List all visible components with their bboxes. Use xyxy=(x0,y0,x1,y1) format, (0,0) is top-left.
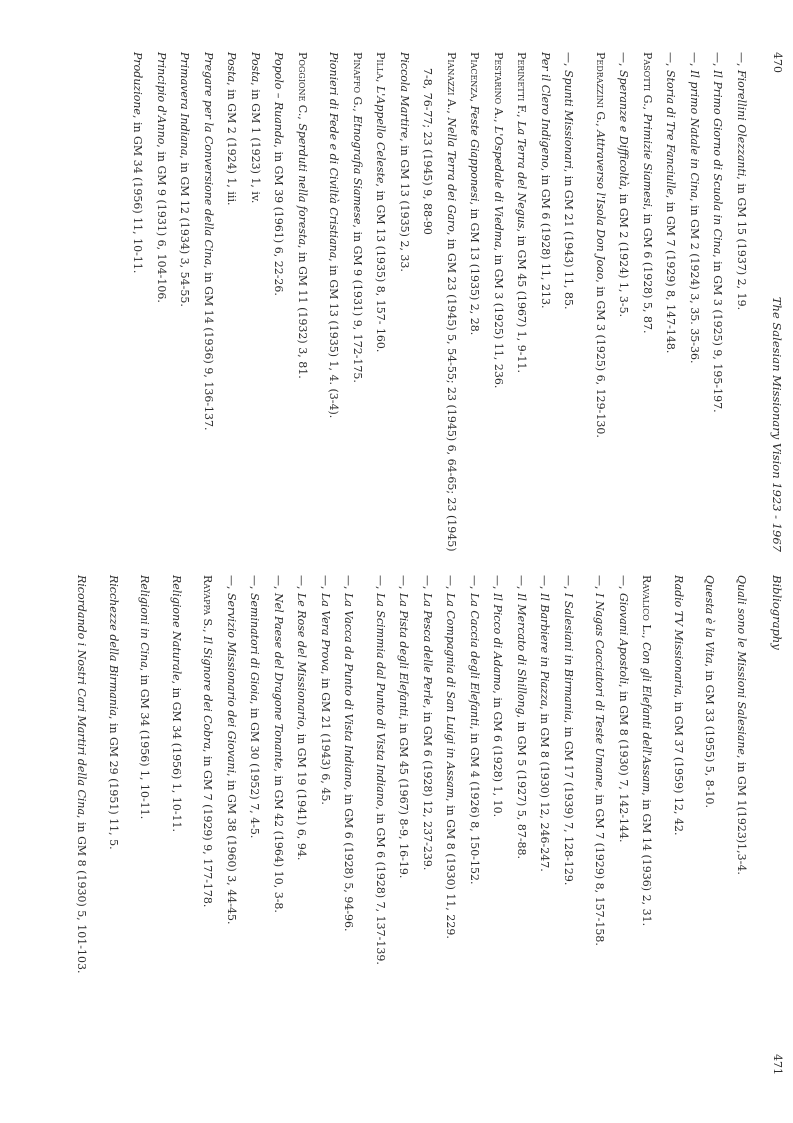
bibliography-entry: Pasotti G., Primizie Siamesi, in GM 6 (1928) 5, 87. xyxy=(641,52,654,334)
entry-citation: , in GM 7 (1929) 9, 177-178. xyxy=(201,749,215,908)
bibliography-entry: —, Il Picco di Adamo, in GM 6 (1928) 1, 10. xyxy=(491,575,505,818)
entry-citation: , in GM 34 (1956) 11, 10-11. xyxy=(131,114,145,274)
entry-title: Questa è la Vita xyxy=(703,575,717,664)
entry-title: I Salesiani in Birmania xyxy=(562,593,575,720)
entry-citation: , in GM 2 (1924) 3, 35. 35-36. xyxy=(688,198,701,364)
entry-citation: , in GM 3 (1925) 11, 236. xyxy=(492,247,505,389)
entry-title: Pionieri di Fede e di Civiltà Cristiana xyxy=(327,52,341,259)
entry-author: — xyxy=(295,575,309,586)
bibliography-entry: Pestarino A., L'Ospedale di Viedma, in GM 3 (1925) 11, 236. xyxy=(492,52,505,389)
entry-citation: , in GM 42 (1964) 10, 3-8. xyxy=(272,768,285,913)
running-title: Bibliography xyxy=(770,575,784,650)
entry-title: La Pista degli Elefanti xyxy=(397,593,411,717)
entry-citation: , in GM 9 (1931) 9, 172-175. xyxy=(351,224,364,383)
entry-citation: , in GM 15 (1937) 2, 19. xyxy=(735,176,748,311)
entry-title: Radio TV Missionaria xyxy=(672,575,685,695)
entry-title: La Caccia degli Elefanti xyxy=(468,593,481,727)
entry-citation: , in GM 19 (1941) 6, 94. xyxy=(295,726,309,861)
entry-citation: , in GM 12 (1934) 3, 54-55. xyxy=(178,155,192,307)
entry-citation: , in GM 6 (1928) 5, 94-96. xyxy=(342,787,356,932)
bibliography-entry xyxy=(126,52,150,552)
entry-citation: , in GM 3 (1925) 6, 129-130. xyxy=(594,279,607,438)
entry-title: La Compagnia di San Luigi in Assam xyxy=(444,593,458,799)
bibliography-entry xyxy=(698,575,722,1075)
bibliography-entry: —, Nel Paese del Dragone Tonante, in GM 42 (1964) 10, 3-8. xyxy=(272,575,285,913)
bibliography-entry: —, La Pista degli Elefanti, in GM 45 (1967) 8-9, 16-19. xyxy=(397,575,411,879)
bibliography-entry: —, Spunti Missionari, in GM 21 (1943) 11, 85. xyxy=(562,52,576,310)
entry-citation: , in GM 1 (1923) 1, iv. xyxy=(249,82,262,204)
left-page-header xyxy=(753,52,785,552)
entry-citation: , in GM 13 (1935) 2, 28. xyxy=(468,201,482,336)
entry-author: Rayappa S. xyxy=(201,575,215,630)
entry-citation: , in GM 21 (1943) 6, 45. xyxy=(319,671,332,805)
entry-citation: , in GM 2 (1924) 1, iii. xyxy=(225,82,239,206)
bibliography-entry: —, Il Barbiere in Piazza, in GM 8 (1930) 12, 246-247. xyxy=(538,575,552,872)
entry-title: Posta xyxy=(225,52,239,83)
entry-title: La Terra del Negus xyxy=(515,121,529,229)
entry-title: Per il Clero Indigeno xyxy=(539,52,552,168)
entry-author: — xyxy=(617,52,631,63)
entry-title: Il Picco di Adamo xyxy=(491,593,505,691)
entry-author: — xyxy=(374,575,387,586)
entry-citation: , in GM 8 (1930) 12, 246-247. xyxy=(538,706,552,872)
entry-citation: , in GM 6 (1928) 5, 87. xyxy=(641,206,654,334)
bibliography-entry xyxy=(667,575,691,1075)
bibliography-entry: —, I Salesiani in Birmania, in GM 17 (1939) 7, 128-129. xyxy=(562,575,575,886)
entry-author: — xyxy=(342,575,356,586)
bibliography-entry xyxy=(70,575,94,1075)
entry-citation: , in GM 33 (1955) 5, 8-10. xyxy=(703,663,717,808)
entry-title: Attraverso l'Isola Don Joao xyxy=(594,130,607,280)
entry-citation: , in GM 7 (1929) 8, 147-148. xyxy=(664,194,678,354)
entry-citation: , in GM 17 (1939) 7, 128-129. xyxy=(562,719,575,886)
bibliography-entry: —, Giovani Apostoli, in GM 8 (1930) 7, 142-144. xyxy=(617,575,630,843)
entry-author: — xyxy=(444,575,458,586)
bibliography-entry: —, Servizio Missionario dei Giovani, in GM 38 (1960) 3, 44-45. xyxy=(225,575,238,925)
entry-author: — xyxy=(319,575,332,586)
bibliography-entry xyxy=(730,575,754,1075)
bibliography-entry: Rayappa S., Il Signore dei Cobra, in GM 7 (1929) 9, 177-178. xyxy=(201,575,215,908)
entry-author: — xyxy=(562,52,576,63)
entry-title: Speranze e Difficoltà xyxy=(617,70,631,187)
entry-citation: , in GM 13 (1935) 1, 4. (3-4). xyxy=(327,258,341,419)
bibliography-entry xyxy=(173,52,197,552)
page-number: 471 xyxy=(771,1054,784,1075)
entry-citation: , in GM 39 (1961) 6, 22-26. xyxy=(272,144,286,296)
entry-citation: , in GM 14 (1936) 9, 136-137. xyxy=(202,265,215,431)
entry-title: Il Primo Giorno di Scuola in Cina xyxy=(711,70,725,255)
bibliography-entry: —, Le Rose del Missionario, in GM 19 (1941) 6, 94. xyxy=(295,575,309,861)
bibliography-entry: —, La Caccia degli Elefanti, in GM 4 (1926) 8, 150-152. xyxy=(468,575,481,885)
left-page xyxy=(131,52,785,552)
entry-author: Pinaffo G. xyxy=(351,52,364,109)
entry-citation: , in GM 30 (1952) 7, 4-5. xyxy=(248,701,262,839)
bibliography-entry xyxy=(322,52,346,552)
entry-title: Popolo – Ruanda xyxy=(272,52,286,145)
entry-author: Pestarino A. xyxy=(492,52,505,120)
entry-citation: , in GM 5 (1927) 5, 87-88. xyxy=(515,714,528,860)
entry-title: Ricordando i Nostri Cari Martiri della Cina xyxy=(75,575,89,816)
bibliography-entry: —, La Pesca delle Perle, in GM 6 (1928) 12, 237-239. xyxy=(421,575,434,871)
entry-title: Etnografia Siamese xyxy=(351,115,364,225)
entry-title: I Nagas Cacciatori di Teste Umane xyxy=(593,593,607,788)
right-page-header xyxy=(753,575,785,1075)
entry-citation: , in GM 9 (1931) 6, 104-106. xyxy=(155,144,168,303)
entry-title: Il primo Natale in Cina xyxy=(688,70,701,199)
bibliography-entry: —, Il primo Natale in Cina, in GM 2 (1924) 3, 35. 35-36. xyxy=(688,52,701,364)
entry-title: Ricchezze della Birmania xyxy=(107,575,120,716)
entry-citation: , in GM 1(1923)1,3-4. xyxy=(735,754,748,875)
entry-author: Ravalico L. xyxy=(640,575,654,636)
bibliography-entry: —, I Nagas Cacciatori di Teste Umane, in GM 7 (1929) 8, 157-158. xyxy=(593,575,607,946)
entry-title: Primizie Siamesi xyxy=(641,113,654,207)
entry-citation: , in GM 8 (1930) 7, 142-144. xyxy=(617,684,630,843)
entry-author: — xyxy=(421,575,434,586)
entry-citation: , in GM 6 (1928) 12, 237-239. xyxy=(421,704,434,871)
entry-title: Nel Paese del Dragone Tonante xyxy=(272,593,285,769)
entry-author: — xyxy=(397,575,411,586)
bibliography-entry: Pinaffo G., Etnografia Siamese, in GM 9 (1931) 9, 172-175. xyxy=(351,52,364,383)
entry-title: Primavera Indiana xyxy=(178,52,192,156)
entry-title: Principio d'Anno xyxy=(155,52,168,145)
entry-citation: , in GM 8 (1930) 5, 101-103. xyxy=(75,815,89,974)
right-page xyxy=(75,575,785,1075)
entry-author: — xyxy=(617,575,630,586)
bibliography-list xyxy=(126,52,753,552)
bibliography-entry: —, Fiorellini Olezzanti, in GM 15 (1937) 2, 19. xyxy=(735,52,748,311)
entry-title: La Pesca delle Perle xyxy=(421,593,434,705)
entry-title: Servizio Missionario dei Giovani xyxy=(225,593,238,774)
entry-title: Feste Giapponesi xyxy=(468,105,482,202)
entry-citation: , in GM 6 (1928) 7, 137-139. xyxy=(374,806,387,965)
bibliography-entry xyxy=(534,52,558,552)
entry-title: Piccola Martire xyxy=(398,52,411,139)
entry-author: Perinetti F. xyxy=(515,52,529,115)
entry-title: Giovani Apostoli xyxy=(617,593,630,685)
entry-title: Posta xyxy=(249,52,262,83)
bibliography-entry: —, Il Mercato di Shillong, in GM 5 (1927) 5, 87-88. xyxy=(515,575,528,860)
bibliography-entry: —, La Scimmia dal Punto di Vista Indiano, in GM 6 (1928) 7, 137-139. xyxy=(374,575,387,965)
entry-title: Religioni in Cina xyxy=(138,575,152,668)
bibliography-entry: Pedrazzini G., Attraverso l'Isola Don Joao, in GM 3 (1925) 6, 129-130. xyxy=(594,52,607,438)
entry-title: Spunti Missionari xyxy=(562,70,576,169)
entry-author: — xyxy=(225,575,238,586)
bibliography-entry: —, Speranze e Difficoltà, in GM 2 (1924) 1, 3-5. xyxy=(617,52,631,318)
bibliography-entry: Pilla, L'Appello Celeste, in GM 13 (1935) 8, 157- 160. xyxy=(374,52,388,353)
bibliography-entry xyxy=(244,52,268,552)
entry-author: — xyxy=(515,575,528,586)
entry-title: L'Ospedale di Viedma xyxy=(492,126,505,248)
bibliography-entry xyxy=(220,52,244,552)
entry-author: Poggione C. xyxy=(296,52,309,117)
entry-author: — xyxy=(248,575,262,586)
bibliography-entry: —, Il Primo Giorno di Scuola in Cina, in GM 3 (1925) 9, 195-197. xyxy=(711,52,725,413)
entry-author: Pilla xyxy=(374,52,388,79)
page-number: 470 xyxy=(771,52,784,73)
entry-citation: , in GM 13 (1935) 2, 33. xyxy=(398,138,411,272)
entry-citation: , in GM 34 (1956) 1, 10-11. xyxy=(170,680,183,833)
entry-title: Sperduti nella foresta xyxy=(296,123,309,246)
bibliography-entry: Piacenza, Feste Giapponesi, in GM 13 (1935) 2, 28. xyxy=(468,52,482,336)
entry-title: Pregare per la Conversione della Cina xyxy=(202,52,215,266)
entry-author: — xyxy=(593,575,607,586)
entry-author: — xyxy=(664,52,678,63)
entry-title: Le Rose del Missionario xyxy=(295,593,309,727)
entry-citation: , in GM 37 (1959) 12, 42. xyxy=(672,694,685,836)
entry-citation: , in GM 38 (1960) 3, 44-45. xyxy=(225,773,238,925)
entry-title: Seminatori di Gioia xyxy=(248,593,262,702)
entry-title: Produzione xyxy=(131,52,145,115)
bibliography-entry: Poggione C., Sperduti nella foresta, in GM 11 (1932) 3, 81. xyxy=(296,52,309,379)
entry-title: Con gli Elefanti dell'Assam xyxy=(640,642,654,793)
entry-citation: , in GM 45 (1967) 1, 9-11. xyxy=(515,228,529,373)
bibliography-entry xyxy=(393,52,417,552)
bibliography-list xyxy=(70,575,753,1075)
entry-citation: , in GM 21 (1943) 11, 85. xyxy=(562,168,576,310)
entry-citation: , in GM 3 (1925) 9, 195-197. xyxy=(711,254,725,413)
bibliography-entry xyxy=(150,52,174,552)
bibliography-entry: —, La Vera Prova, in GM 21 (1943) 6, 45. xyxy=(319,575,332,805)
entry-title: Il Signore dei Cobra xyxy=(201,636,215,750)
bibliography-entry xyxy=(267,52,291,552)
bibliography-entry: —, Seminatori di Gioia, in GM 30 (1952) 7, 4-5. xyxy=(248,575,262,839)
bibliography-entry: Perinetti F., La Terra del Negus, in GM 45 (1967) 1, 9-11. xyxy=(515,52,529,373)
entry-citation: , in GM 7 (1929) 8, 157-158. xyxy=(593,787,607,946)
entry-author: — xyxy=(468,575,481,586)
bibliography-entry xyxy=(197,52,221,552)
bibliography-entry xyxy=(102,575,126,1075)
entry-title: Il Mercato di Shillong xyxy=(515,593,528,715)
entry-citation: , in GM 6 (1928) 1, 10. xyxy=(491,690,505,818)
bibliography-entry xyxy=(133,575,157,1075)
entry-author: — xyxy=(272,575,285,586)
entry-citation: , in GM 8 (1930) 11, 229. xyxy=(444,798,458,939)
entry-citation: , in GM 45 (1967) 8-9, 16-19. xyxy=(397,716,411,879)
entry-citation: , in GM 4 (1926) 8, 150-152. xyxy=(468,726,481,885)
entry-author: Pedrazzini G. xyxy=(594,52,607,124)
entry-author: — xyxy=(562,575,575,586)
entry-author: — xyxy=(735,52,748,63)
entry-citation: , in GM 29 (1951) 11, 5. xyxy=(107,715,120,850)
entry-author: Piacenza xyxy=(468,52,482,99)
bibliography-entry: —, Storia di Tre Fanciulle, in GM 7 (1929) 8, 147-148. xyxy=(664,52,678,354)
entry-citation: , in GM 13 (1935) 8, 157- 160. xyxy=(374,183,388,353)
entry-title: Nella Terra dei Garo xyxy=(445,117,458,232)
entry-author: — xyxy=(688,52,701,63)
bibliography-entry: —, La Compagnia di San Luigi in Assam, in GM 8 (1930) 11, 229. xyxy=(444,575,458,939)
entry-title: Storia di Tre Fanciulle xyxy=(664,70,678,195)
entry-citation: , in GM 23 (1945) 5, 54-55; 23 (1945) 6, 64-65; 23 (1945) 7-8, 76-77; 23 (1945) 9, 88-90 xyxy=(421,68,458,552)
entry-title: Religione Naturale xyxy=(170,575,183,681)
entry-title: La Vacca da Punto di Vista Indiano xyxy=(342,593,356,788)
entry-title: La Scimmia dal Punto di Vista Indiano xyxy=(374,593,387,807)
entry-citation: , in GM 2 (1924) 1, 3-5. xyxy=(617,186,631,318)
bibliography-entry: Pianazzi A., Nella Terra dei Garo, in GM 23 (1945) 5, 54-55; 23 (1945) 6, 64-65; 23 (1945) 7-8, 76-77; 23 (1945) 9, 88-90 xyxy=(421,52,458,552)
entry-citation: , in GM 11 (1932) 3, 81. xyxy=(296,245,309,379)
running-title: The Salesian Missionary Vision 1923 - 1967 xyxy=(770,296,784,552)
entry-author: Pasotti G. xyxy=(641,52,654,107)
entry-author: Pianazzi A. xyxy=(445,52,458,111)
bibliography-entry: —, La Vacca da Punto di Vista Indiano, in GM 6 (1928) 5, 94-96. xyxy=(342,575,356,932)
entry-citation: , in GM 6 (1928) 11, 213. xyxy=(539,167,552,309)
entry-title: L'Appello Celeste xyxy=(374,85,388,184)
entry-author: — xyxy=(711,52,725,63)
entry-title: La Vera Prova xyxy=(319,593,332,672)
entry-title: Il Barbiere in Piazza xyxy=(538,593,552,707)
entry-citation: , in GM 14 (1936) 2, 31. xyxy=(640,792,654,927)
bibliography-entry: Ravalico L., Con gli Elefanti dell'Assam, in GM 14 (1936) 2, 31. xyxy=(640,575,654,927)
entry-title: Fiorellini Olezzanti xyxy=(735,70,748,177)
entry-citation: , in GM 34 (1956) 1, 10-11. xyxy=(138,667,152,820)
entry-author: — xyxy=(538,575,552,586)
bibliography-entry xyxy=(165,575,189,1075)
entry-title: Quali sono le Missioni Salesiane xyxy=(735,575,748,755)
entry-author: — xyxy=(491,575,505,586)
